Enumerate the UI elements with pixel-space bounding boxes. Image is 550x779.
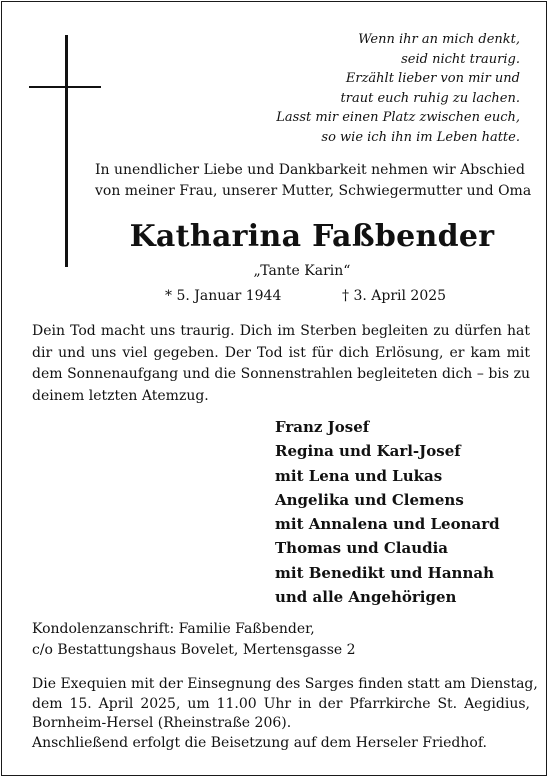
poem-line: so wie ich ihn im Leben hatte.	[321, 129, 520, 145]
poem-line: Erzählt lieber von mir und	[345, 71, 520, 86]
death-date: † 3. April 2025	[342, 288, 447, 304]
poem-line: seid nicht traurig.	[401, 51, 520, 67]
obituary-frame	[1, 1, 547, 776]
message-line: deinem letzten Atemzug.	[32, 387, 209, 404]
message-line: dem Sonnenaufgang und die Sonnenstrahlen begleiteten dich – bis zu	[32, 366, 530, 382]
birth-date: * 5. Januar 1944	[165, 288, 282, 304]
service-line: dem 15. April 2025, um 11.00 Uhr in der Pfarrkirche St. Aegidius,	[32, 695, 530, 712]
funeral-service-info	[32, 675, 538, 753]
cross-icon	[65, 35, 68, 267]
deceased-name: Katharina Faßbender	[129, 219, 495, 254]
family-line: mit Benedikt und Hannah	[275, 563, 494, 582]
family-line: Franz Josef	[275, 418, 370, 436]
poem	[276, 30, 520, 147]
service-line: Bornheim-Hersel (Rheinstraße 206).	[32, 715, 292, 731]
mourning-message	[32, 321, 530, 407]
poem-line: traut euch ruhig zu lachen.	[340, 90, 520, 106]
family-line: und alle Angehörigen	[275, 588, 457, 607]
intro-line: von meiner Frau, unserer Mutter, Schwiegermutter und Oma	[95, 183, 532, 199]
intro-line: In unendlicher Liebe und Dankbarkeit nehmen wir Abschied	[95, 162, 525, 178]
family-line: Angelika und Clemens	[275, 490, 464, 509]
message-line: dir und uns viel gegeben. Der Tod ist für dich Erlösung, er kam mit	[32, 344, 530, 361]
cross-icon-bar	[29, 86, 101, 88]
message-line: Dein Tod macht uns traurig. Dich im Sterben begleiten zu dürfen hat	[32, 323, 530, 339]
poem-line: Wenn ihr an mich denkt,	[358, 32, 520, 47]
family-line: Thomas und Claudia	[275, 539, 449, 558]
service-line: Die Exequien mit der Einsegnung des Sarges finden statt am Dienstag,	[32, 676, 538, 692]
poem-line: Lasst mir einen Platz zwischen euch,	[276, 110, 520, 125]
condolence-line: Kondolenzanschrift: Familie Faßbender,	[32, 621, 315, 637]
family-line: Regina und Karl-Josef	[275, 442, 461, 461]
family-signatures	[275, 415, 500, 609]
deceased-nickname: „Tante Karin“	[253, 263, 351, 279]
service-line: Anschließend erfolgt die Beisetzung auf dem Herseler Friedhof.	[32, 734, 487, 751]
condolence-address	[32, 619, 356, 661]
family-line: mit Lena und Lukas	[275, 466, 443, 485]
family-line: mit Annalena und Leonard	[275, 515, 500, 534]
farewell-intro	[95, 160, 535, 202]
condolence-line: c/o Bestattungshaus Bovelet, Mertensgasse 2	[32, 642, 356, 658]
